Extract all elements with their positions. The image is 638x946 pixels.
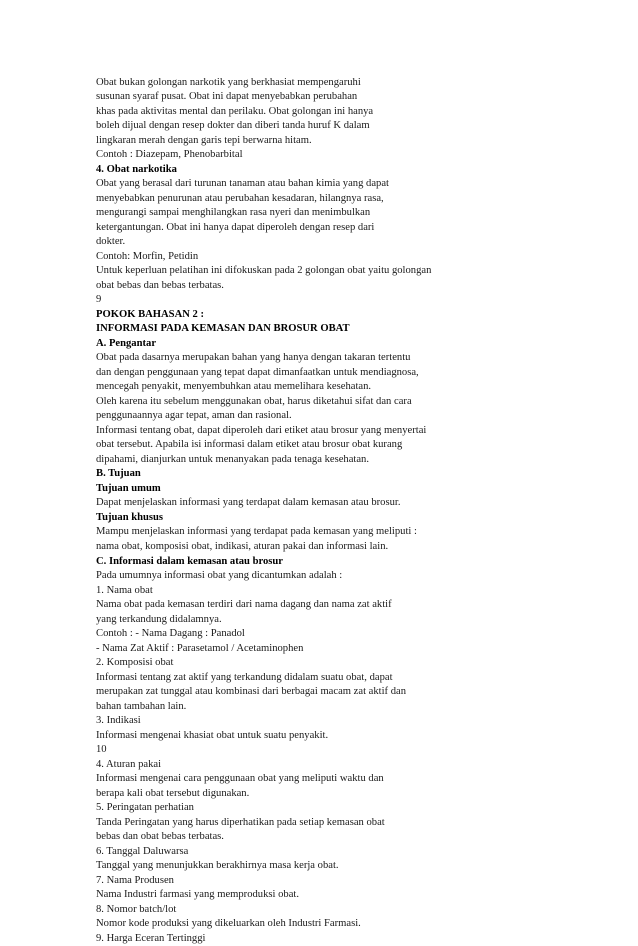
text-line: Contoh : - Nama Dagang : Panadol <box>96 627 616 642</box>
text-line: Informasi mengenai cara penggunaan obat yang meliputi waktu dan <box>96 772 616 787</box>
text-line: dokter. <box>96 235 616 250</box>
text-line: berapa kali obat tersebut digunakan. <box>96 787 616 802</box>
text-line: dan dengan penggunaan yang tepat dapat dimanfaatkan untuk mendiagnosa, <box>96 366 616 381</box>
text-line: 1. Nama obat <box>96 584 616 599</box>
text-line: mencegah penyakit, menyembuhkan atau memelihara kesehatan. <box>96 380 616 395</box>
text-line: 10 <box>96 743 616 758</box>
text-line: obat tersebut. Apabila isi informasi dalam etiket atau brosur obat kurang <box>96 438 616 453</box>
text-line: Nomor kode produksi yang dikeluarkan oleh Industri Farmasi. <box>96 917 616 932</box>
heading-line: Tujuan umum <box>96 482 616 497</box>
text-line: Mampu menjelaskan informasi yang terdapat pada kemasan yang meliputi : <box>96 525 616 540</box>
heading-line: C. Informasi dalam kemasan atau brosur <box>96 555 616 570</box>
text-line: 6. Tanggal Daluwarsa <box>96 845 616 860</box>
text-line: bebas dan obat bebas terbatas. <box>96 830 616 845</box>
text-line: Informasi tentang zat aktif yang terkandung didalam suatu obat, dapat <box>96 671 616 686</box>
text-line: dipahami, dianjurkan untuk menanyakan pada tenaga kesehatan. <box>96 453 616 468</box>
text-line: Nama Industri farmasi yang memproduksi obat. <box>96 888 616 903</box>
text-line: Untuk keperluan pelatihan ini difokuskan pada 2 golongan obat yaitu golongan <box>96 264 616 279</box>
text-line: Dapat menjelaskan informasi yang terdapat dalam kemasan atau brosur. <box>96 496 616 511</box>
text-line: nama obat, komposisi obat, indikasi, aturan pakai dan informasi lain. <box>96 540 616 555</box>
text-line: Obat pada dasarnya merupakan bahan yang hanya dengan takaran tertentu <box>96 351 616 366</box>
text-line: Obat yang berasal dari turunan tanaman atau bahan kimia yang dapat <box>96 177 616 192</box>
text-line: 4. Aturan pakai <box>96 758 616 773</box>
text-line: 9 <box>96 293 616 308</box>
heading-line: INFORMASI PADA KEMASAN DAN BROSUR OBAT <box>96 322 616 337</box>
text-line: menyebabkan penurunan atau perubahan kesadaran, hilangnya rasa, <box>96 192 616 207</box>
heading-line: 4. Obat narkotika <box>96 163 616 178</box>
text-line: obat bebas dan bebas terbatas. <box>96 279 616 294</box>
text-line: boleh dijual dengan resep dokter dan diberi tanda huruf K dalam <box>96 119 616 134</box>
text-line: 2. Komposisi obat <box>96 656 616 671</box>
text-line: Informasi tentang obat, dapat diperoleh dari etiket atau brosur yang menyertai <box>96 424 616 439</box>
text-line: 8. Nomor batch/lot <box>96 903 616 918</box>
text-line: Informasi mengenai khasiat obat untuk suatu penyakit. <box>96 729 616 744</box>
text-line: ketergantungan. Obat ini hanya dapat diperoleh dengan resep dari <box>96 221 616 236</box>
heading-line: B. Tujuan <box>96 467 616 482</box>
text-line: penggunaannya agar tepat, aman dan rasional. <box>96 409 616 424</box>
heading-line: Tujuan khusus <box>96 511 616 526</box>
text-line: susunan syaraf pusat. Obat ini dapat menyebabkan perubahan <box>96 90 616 105</box>
text-line: Nama obat pada kemasan terdiri dari nama dagang dan nama zat aktif <box>96 598 616 613</box>
document-body <box>96 76 616 946</box>
text-line: 7. Nama Produsen <box>96 874 616 889</box>
text-line: mengurangi sampai menghilangkan rasa nyeri dan menimbulkan <box>96 206 616 221</box>
text-line: 5. Peringatan perhatian <box>96 801 616 816</box>
text-line: Obat bukan golongan narkotik yang berkhasiat mempengaruhi <box>96 76 616 91</box>
text-line: - Nama Zat Aktif : Parasetamol / Acetaminophen <box>96 642 616 657</box>
text-line: Tanggal yang menunjukkan berakhirnya masa kerja obat. <box>96 859 616 874</box>
text-line: Contoh: Morfin, Petidin <box>96 250 616 265</box>
text-line: lingkaran merah dengan garis tepi berwarna hitam. <box>96 134 616 149</box>
text-line: Oleh karena itu sebelum menggunakan obat, harus diketahui sifat dan cara <box>96 395 616 410</box>
text-line: yang terkandung didalamnya. <box>96 613 616 628</box>
text-line: khas pada aktivitas mental dan perilaku. Obat golongan ini hanya <box>96 105 616 120</box>
heading-line: POKOK BAHASAN 2 : <box>96 308 616 323</box>
text-line: Tanda Peringatan yang harus diperhatikan pada setiap kemasan obat <box>96 816 616 831</box>
text-line: bahan tambahan lain. <box>96 700 616 715</box>
heading-line: A. Pengantar <box>96 337 616 352</box>
text-line: Contoh : Diazepam, Phenobarbital <box>96 148 616 163</box>
text-line: Pada umumnya informasi obat yang dicantumkan adalah : <box>96 569 616 584</box>
text-line: 3. Indikasi <box>96 714 616 729</box>
text-line: merupakan zat tunggal atau kombinasi dari berbagai macam zat aktif dan <box>96 685 616 700</box>
text-line: 9. Harga Eceran Tertinggi <box>96 932 616 946</box>
